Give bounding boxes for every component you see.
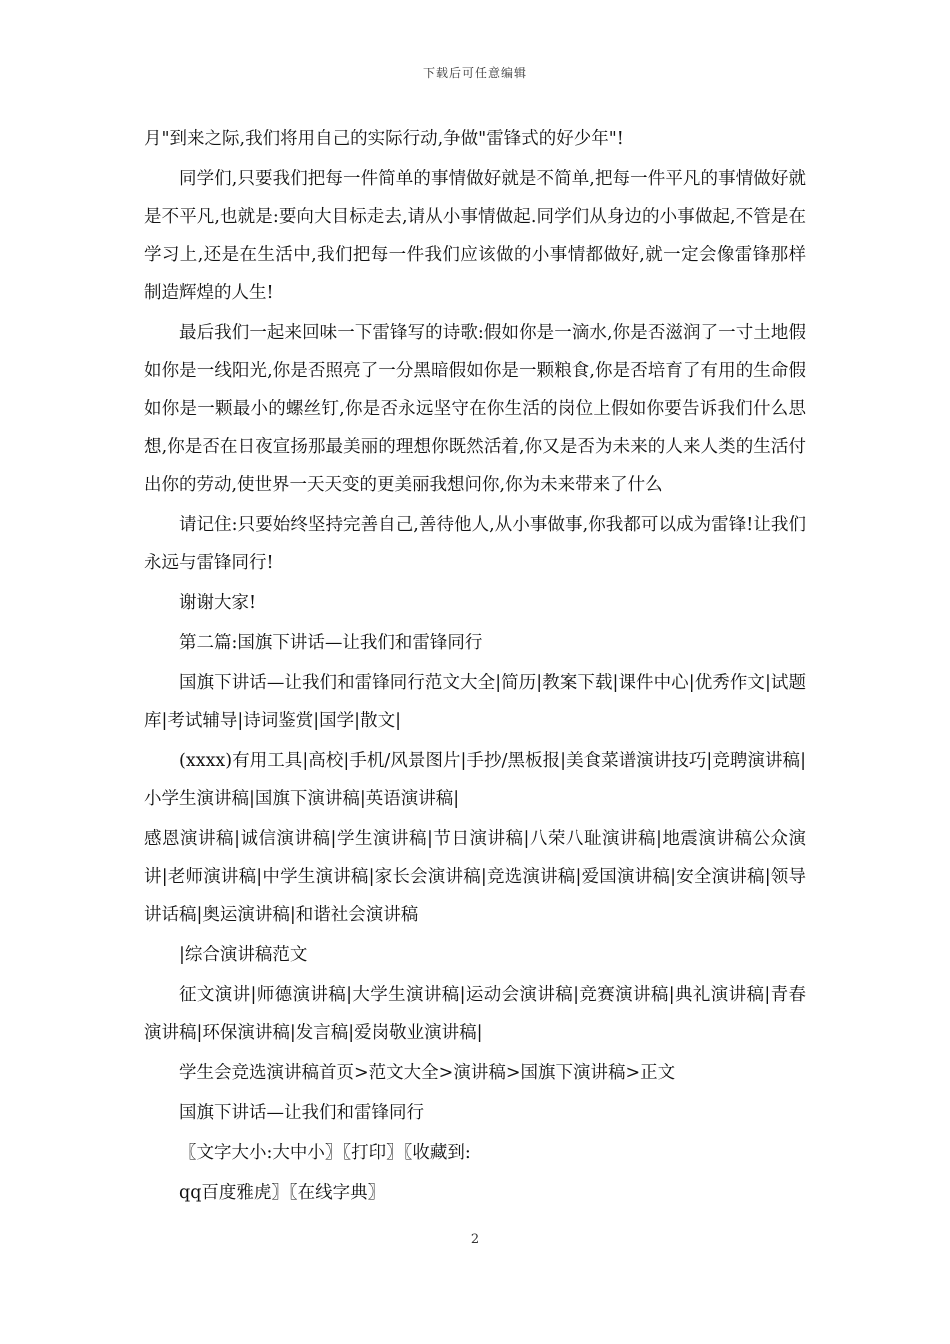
article-title: 国旗下讲话—让我们和雷锋同行 <box>179 1103 424 1123</box>
paragraph: |综合演讲稿范文 <box>179 945 308 965</box>
paragraph: qq百度雅虎〗〖在线字典〗 <box>179 1183 386 1203</box>
breadcrumb: 学生会竞选演讲稿首页>范文大全>演讲稿>国旗下演讲稿>正文 <box>179 1063 676 1083</box>
document-body <box>144 120 806 1214</box>
paragraph: (xxxx)有用工具|高校|手机/风景图片|手抄/黑板报|美食菜谱演讲技巧|竞聘演讲稿|小学生演讲稿|国旗下演讲稿|英语演讲稿| <box>144 751 806 809</box>
paragraph: 请记住:只要始终坚持完善自己,善待他人,从小事做事,你我都可以成为雷锋!让我们永远与雷锋同行! <box>144 515 806 573</box>
paragraph: 月"到来之际,我们将用自己的实际行动,争做"雷锋式的好少年"! <box>144 129 624 149</box>
section-heading: 第二篇:国旗下讲话—让我们和雷锋同行 <box>179 633 483 653</box>
page-number: 2 <box>470 1232 480 1247</box>
paragraph: 最后我们一起来回味一下雷锋写的诗歌:假如你是一滴水,你是否滋润了一寸土地假如你是一线阳光,你是否照亮了一分黑暗假如你是一颗粮食,你是否培育了有用的生命假如你是一颗最小的螺丝钉,你是否永远坚守在你生活的岗位上假如你要告诉我们什么思想,你是否在日夜宣扬那最美丽的理想你既然活着,你又是否为未来的人来人类的生活付出你的劳动,使世界一天天变的更美丽我想问你,你为未来带来了什么 <box>144 323 806 495</box>
paragraph: 同学们,只要我们把每一件简单的事情做好就是不简单,把每一件平凡的事情做好就是不平凡,也就是:要向大目标走去,请从小事情做起.同学们从身边的小事做起,不管是在学习上,还是在生活中,我们把每一件我们应该做的小事情都做好,就一定会像雷锋那样制造辉煌的人生! <box>144 169 806 303</box>
paragraph: 征文演讲|师德演讲稿|大学生演讲稿|运动会演讲稿|竞赛演讲稿|典礼演讲稿|青春演讲稿|环保演讲稿|发言稿|爱岗敬业演讲稿| <box>144 985 806 1043</box>
page-header: 下载后可任意编辑 <box>422 66 527 80</box>
paragraph: 国旗下讲话—让我们和雷锋同行范文大全|简历|教案下载|课件中心|优秀作文|试题库|考试辅导|诗词鉴赏|国学|散文| <box>144 673 806 731</box>
paragraph: 谢谢大家! <box>179 593 257 613</box>
paragraph: 〖文字大小:大中小〗〖打印〗〖收藏到: <box>179 1143 471 1163</box>
paragraph: 感恩演讲稿|诚信演讲稿|学生演讲稿|节日演讲稿|八荣八耻演讲稿|地震演讲稿公众演讲|老师演讲稿|中学生演讲稿|家长会演讲稿|竞选演讲稿|爱国演讲稿|安全演讲稿|领导讲话稿|奥运演讲稿|和谐社会演讲稿 <box>144 829 806 925</box>
